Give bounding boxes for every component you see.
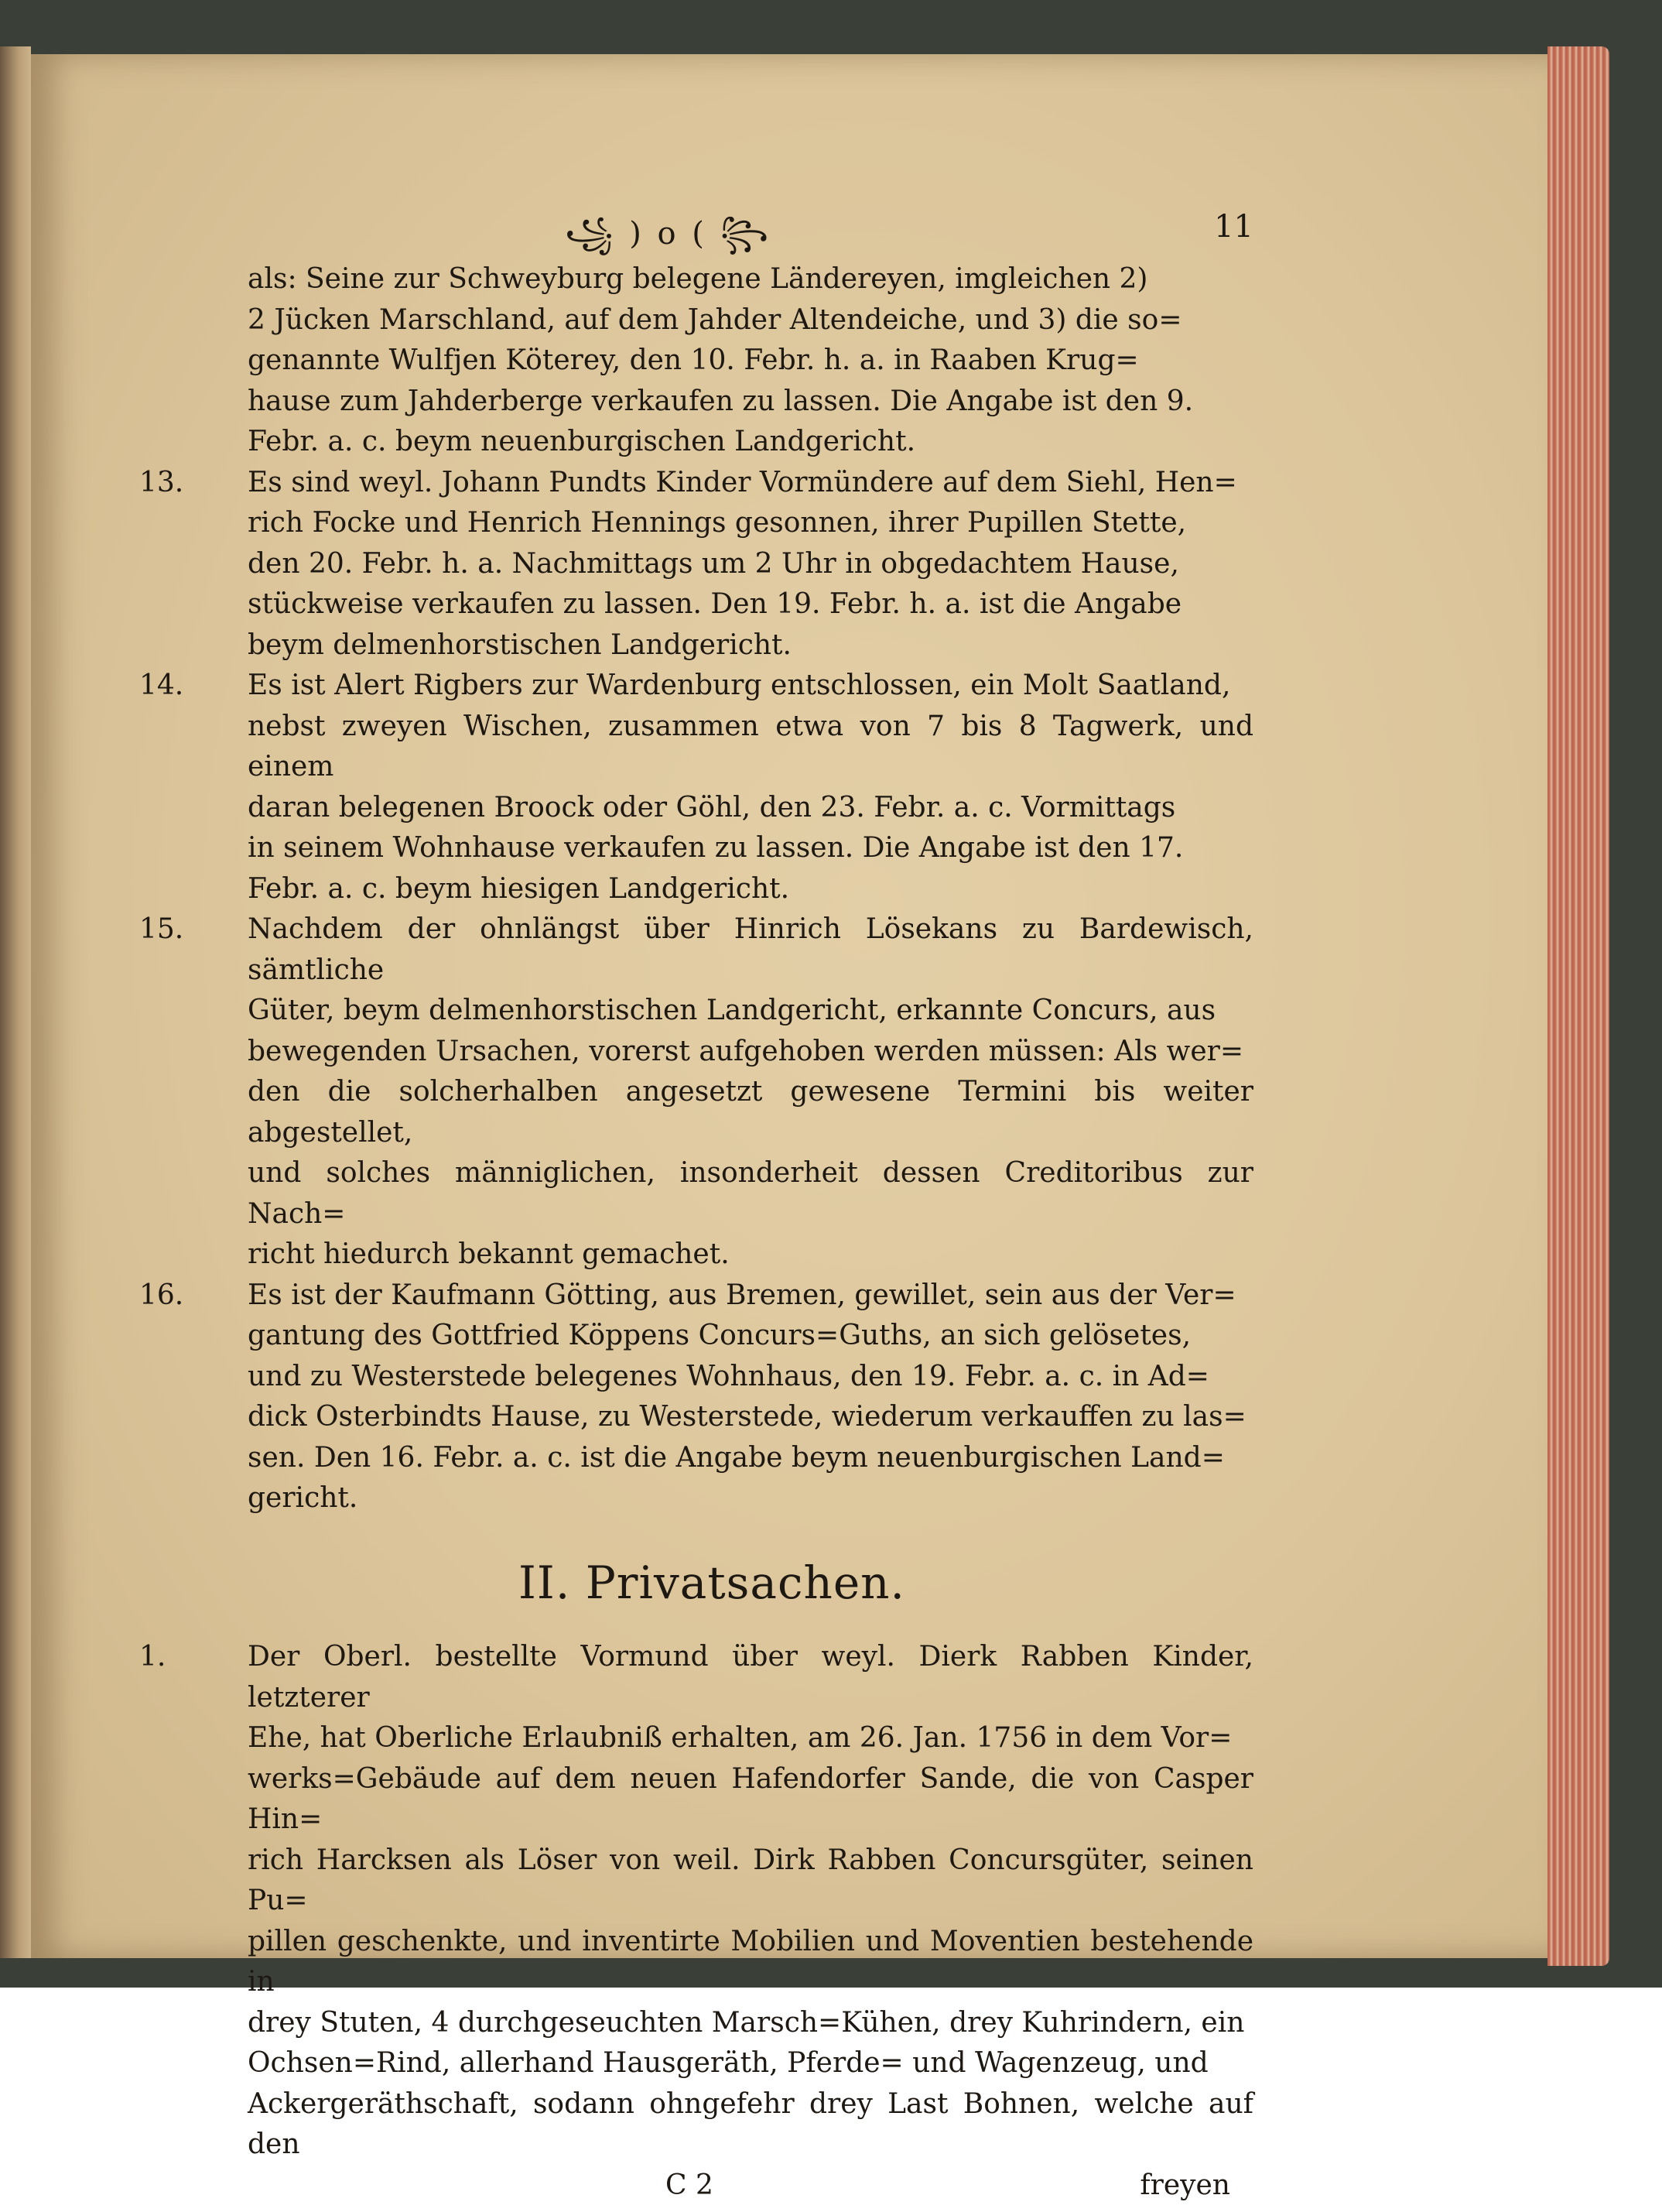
text-line: Nachdem der ohnlängst über Hinrich Lösekans zu Bardewisch, sämtliche — [248, 913, 1253, 986]
entry-number: 1. — [139, 1641, 166, 1673]
text-line: als: Seine zur Schweyburg belegene Ländereyen, imgleichen 2) — [248, 263, 1148, 295]
text-line: stückweise verkaufen zu lassen. Den 19. Febr. h. a. ist die Angabe — [248, 588, 1182, 620]
text-line: richt hiedurch bekannt gemachet. — [248, 1238, 730, 1270]
text-line: und zu Westerstede belegenes Wohnhaus, den 19. Febr. a. c. in Ad= — [248, 1360, 1209, 1392]
text-line: 2 Jücken Marschland, auf dem Jahder Altendeiche, und 3) die so= — [248, 303, 1182, 336]
page-text — [139, 259, 1253, 2212]
text-line: hause zum Jahderberge verkaufen zu lassen. Die Angabe ist den 9. — [248, 385, 1194, 417]
continuation-block — [139, 259, 1253, 463]
catchword: freyen — [1140, 2169, 1230, 2201]
section-heading: II. Privatsachen. — [518, 1556, 905, 1609]
text-line: genannte Wulfjen Köterey, den 10. Febr. h. a. in Raaben Krug= — [248, 344, 1139, 376]
private-entry-1 — [139, 1637, 1253, 2166]
text-line: und solches männiglichen, insonderheit dessen Creditoribus zur Nach= — [248, 1157, 1253, 1230]
text-line: den 20. Febr. h. a. Nachmittags um 2 Uhr in obgedachtem Hause, — [248, 547, 1179, 580]
text-line: Febr. a. c. beym hiesigen Landgericht. — [248, 872, 790, 905]
page-footer — [139, 2166, 1253, 2212]
text-line: drey Stuten, 4 durchgeseuchten Marsch=Kühen, drey Kuhrindern, ein — [248, 2006, 1245, 2039]
notice-entry-14 — [139, 666, 1253, 909]
text-line: sen. Den 16. Febr. a. c. ist die Angabe beym neuenburgischen Land= — [248, 1441, 1225, 1474]
page-number: 11 — [1214, 209, 1253, 245]
text-line: Der Oberl. bestellte Vormund über weyl. Dierk Rabben Kinder, letzterer — [248, 1641, 1253, 1714]
text-line: Ochsen=Rind, allerhand Hausgeräth, Pferde= und Wagenzeug, und — [248, 2047, 1209, 2079]
text-line: Febr. a. c. beym neuenburgischen Landgericht. — [248, 426, 916, 457]
text-line: bewegenden Ursachen, vorerst aufgehoben werden müssen: Als wer= — [248, 1035, 1244, 1067]
signature-mark: C 2 — [665, 2169, 713, 2201]
entry-number: 13. — [139, 466, 184, 498]
text-line: Es sind weyl. Johann Pundts Kinder Vormündere auf dem Siehl, Hen= — [248, 466, 1237, 498]
text-line: daran belegenen Broock oder Göhl, den 23. Febr. a. c. Vormittags — [248, 791, 1176, 824]
page-edge-stack — [1547, 46, 1609, 1966]
text-line: Güter, beym delmenhorstischen Landgericht, erkannte Concurs, aus — [248, 995, 1216, 1026]
text-line: gantung des Gottfried Köppens Concurs=Guths, an sich gelösetes, — [248, 1320, 1192, 1351]
text-line: Es ist der Kaufmann Götting, aus Bremen, gewillet, sein aus der Ver= — [248, 1279, 1236, 1311]
notice-entry-15 — [139, 909, 1253, 1275]
entry-number: 14. — [139, 669, 184, 701]
running-head — [542, 209, 1253, 255]
text-line: dick Osterbindts Hause, zu Westerstede, wiederum verkauffen zu las= — [248, 1401, 1246, 1433]
entry-number: 16. — [139, 1279, 184, 1311]
header-ornament: ꧁ ) o ( ꧂ — [565, 216, 772, 252]
notice-entry-16 — [139, 1275, 1253, 1519]
text-line: den die solcherhalben angesetzt gewesene Termini bis weiter abgestellet, — [248, 1076, 1253, 1149]
text-line: gericht. — [248, 1482, 358, 1514]
text-line: Ehe, hat Oberliche Erlaubniß erhalten, am 26. Jan. 1756 in dem Vor= — [248, 1722, 1233, 1754]
text-line: rich Harcksen als Löser von weil. Dirk Rabben Concursgüter, seinen Pu= — [248, 1844, 1253, 1916]
notice-entry-13 — [139, 463, 1253, 666]
entry-number: 15. — [139, 913, 184, 945]
text-line: Es ist Alert Rigbers zur Wardenburg entschlossen, ein Molt Saatland, — [248, 669, 1231, 701]
text-line: rich Focke und Henrich Hennings gesonnen, ihrer Pupillen Stette, — [248, 507, 1187, 539]
text-line: Ackergeräthschaft, sodann ohngefehr drey Last Bohnen, welche auf den — [248, 2087, 1253, 2160]
text-line: beym delmenhorstischen Landgericht. — [248, 628, 792, 661]
text-line: pillen geschenkte, und inventirte Mobilien und Moventien bestehende in — [248, 1925, 1253, 1998]
text-line: nebst zweyen Wischen, zusammen etwa von 7 bis 8 Tagwerk, und einem — [248, 710, 1253, 782]
left-page-edge — [0, 46, 31, 1958]
text-line: in seinem Wohnhause verkaufen zu lassen. Die Angabe ist den 17. — [248, 832, 1184, 864]
text-line: werks=Gebäude auf dem neuen Hafendorfer Sande, die von Casper Hin= — [248, 1762, 1253, 1835]
